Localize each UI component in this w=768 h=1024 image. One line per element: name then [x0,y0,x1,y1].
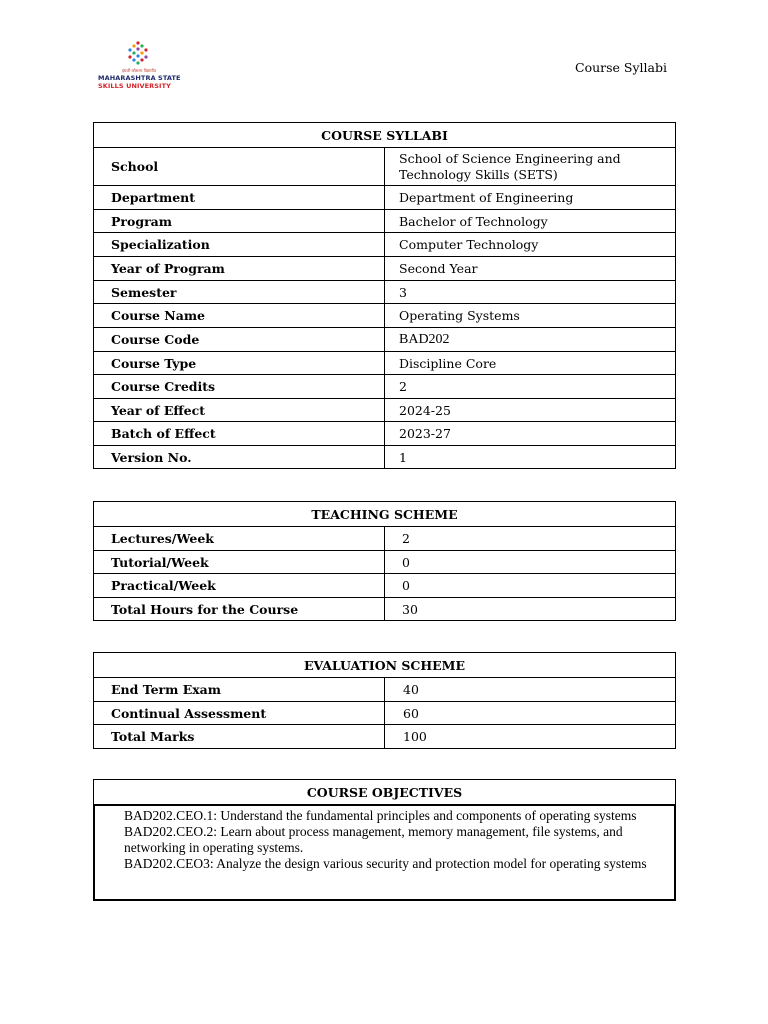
table-row [94,257,676,281]
table-row [94,725,676,749]
row-key: Year of Program [94,257,385,281]
row-value: 30 [385,598,676,621]
table-row [94,422,676,446]
objectives-list [94,805,675,900]
row-value: 1 [385,446,676,469]
teaching-scheme-table [93,501,676,621]
page-header-title: Course Syllabi [575,60,667,75]
evaluation-scheme-title: EVALUATION SCHEME [94,653,676,678]
row-value: Department of Engineering [385,186,676,210]
table-row [94,328,676,352]
row-value: School of Science Engineering and Technology Skills (SETS) [385,148,676,186]
row-value: 2 [385,527,676,551]
row-key: Course Name [94,304,385,328]
evaluation-scheme-table [93,652,676,749]
logo-text-line2: SKILLS UNIVERSITY [98,82,171,90]
table-row [94,399,676,422]
row-key: Batch of Effect [94,422,385,446]
table-row [94,598,676,621]
row-value: 2023-27 [385,422,676,446]
row-key: School [94,148,385,186]
table-row [94,574,676,598]
row-value: 40 [385,678,676,702]
table-row [94,446,676,469]
logo-text-line1: MAHARASHTRA STATE [98,74,181,82]
row-key: Version No. [94,446,385,469]
university-logo [96,40,182,94]
table-row [94,186,676,210]
table-row [94,551,676,574]
list-item: BAD202.CEO.1: Understand the fundamental principles and components of operating systems [124,808,637,823]
row-key: Program [94,210,385,233]
row-key: Department [94,186,385,210]
table-row [94,281,676,304]
row-key: Practical/Week [94,574,385,598]
row-value: 2024-25 [385,399,676,422]
row-key: Continual Assessment [94,702,385,725]
row-value: Discipline Core [385,352,676,375]
row-value: 100 [385,725,676,749]
row-value: 0 [385,574,676,598]
row-key: Tutorial/Week [94,551,385,574]
table-row [94,375,676,399]
row-key: Course Code [94,328,385,352]
course-objectives-table [93,779,676,901]
course-objectives-title: COURSE OBJECTIVES [94,780,676,805]
course-syllabi-title: COURSE SYLLABI [94,123,676,148]
list-item: BAD202.CEO3: Analyze the design various security and protection model for operating systems [124,856,647,871]
row-value: 0 [385,551,676,574]
table-row [94,352,676,375]
row-value: 3 [385,281,676,304]
row-key: Course Credits [94,375,385,399]
row-key: Total Marks [94,725,385,749]
table-row [94,678,676,702]
row-value: Second Year [385,257,676,281]
table-row [94,210,676,233]
row-value: Bachelor of Technology [385,210,676,233]
row-value: Operating Systems [385,304,676,328]
row-value: Computer Technology [385,233,676,257]
row-value: BAD202 [385,328,676,352]
teaching-scheme-title: TEACHING SCHEME [94,502,676,527]
table-row [94,702,676,725]
logo-dots-icon [126,40,150,66]
course-syllabi-table [93,122,676,469]
table-row [94,304,676,328]
row-key: End Term Exam [94,678,385,702]
logo-native-text: इंग्रजी कौशल्य विद्यापीठ [122,68,157,73]
row-value: 2 [385,375,676,399]
row-key: Lectures/Week [94,527,385,551]
list-item: BAD202.CEO.2: Learn about process management, memory management, file systems, and networking in operating systems. [124,824,623,855]
table-row [94,233,676,257]
row-key: Year of Effect [94,399,385,422]
table-row [94,527,676,551]
row-key: Semester [94,281,385,304]
row-key: Course Type [94,352,385,375]
table-row [94,148,676,186]
row-value: 60 [385,702,676,725]
row-key: Total Hours for the Course [94,598,385,621]
row-key: Specialization [94,233,385,257]
